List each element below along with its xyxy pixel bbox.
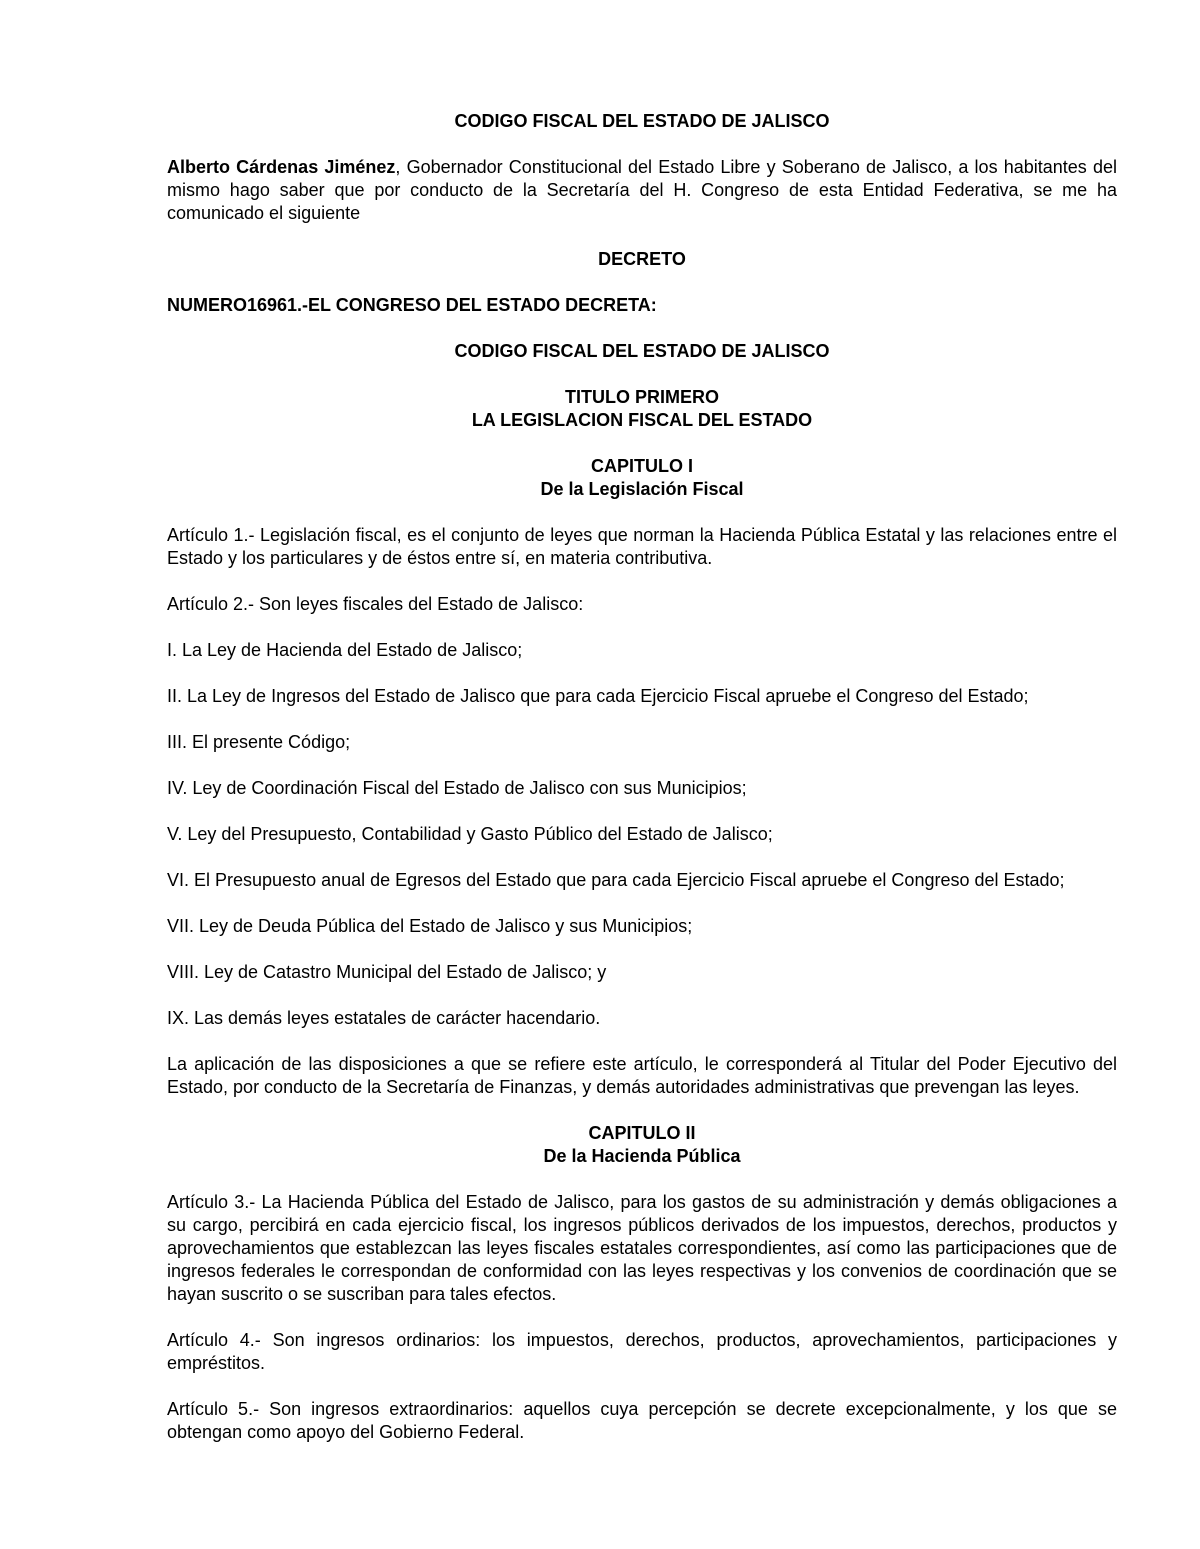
document-title: CODIGO FISCAL DEL ESTADO DE JALISCO [454, 111, 830, 131]
document-body [167, 110, 1117, 1444]
list-item: IX. Las demás leyes estatales de carácter hacendario. [167, 1008, 601, 1028]
titulo-heading: TITULO PRIMERO [565, 387, 719, 407]
list-item: V. Ley del Presupuesto, Contabilidad y Gasto Público del Estado de Jalisco; [167, 824, 773, 844]
capitulo2-subheading: De la Hacienda Pública [543, 1146, 741, 1166]
articulo-2: Artículo 2.- Son leyes fiscales del Estado de Jalisco: [167, 594, 584, 614]
intro-text: , Gobernador Constitucional del Estado Libre y Soberano de Jalisco, a los habitantes del mismo hago saber que por conducto de la Secretaría del H. Congreso de esta Entidad Federativa, se me ha comunicado el siguiente [167, 157, 1117, 223]
capitulo2-heading: CAPITULO II [588, 1123, 696, 1143]
decreto-number: NUMERO16961.-EL CONGRESO DEL ESTADO DECRETA: [167, 295, 657, 315]
list-item: II. La Ley de Ingresos del Estado de Jalisco que para cada Ejercicio Fiscal apruebe el Congreso del Estado; [167, 686, 1029, 706]
intro-paragraph [167, 156, 1117, 225]
articulo-4: Artículo 4.- Son ingresos ordinarios: los impuestos, derechos, productos, aprovechamientos, participaciones y empréstitos. [167, 1330, 1117, 1373]
capitulo1-heading: CAPITULO I [591, 456, 693, 476]
articulo-1: Artículo 1.- Legislación fiscal, es el conjunto de leyes que norman la Hacienda Pública Estatal y las relaciones entre el Estado y los particulares y de éstos entre sí, en materia contributiva. [167, 525, 1117, 568]
aplicacion-paragraph: La aplicación de las disposiciones a que se refiere este artículo, le corresponderá al Titular del Poder Ejecutivo del Estado, por conducto de la Secretaría de Finanzas, y demás autoridades administrativas que prevengan las leyes. [167, 1054, 1117, 1097]
list-item: IV. Ley de Coordinación Fiscal del Estado de Jalisco con sus Municipios; [167, 778, 747, 798]
capitulo1-subheading: De la Legislación Fiscal [540, 479, 744, 499]
code-title: CODIGO FISCAL DEL ESTADO DE JALISCO [454, 341, 830, 361]
governor-name: Alberto Cárdenas Jiménez [167, 157, 396, 177]
articulo-5: Artículo 5.- Son ingresos extraordinarios: aquellos cuya percepción se decrete excepcionalmente, y los que se obtengan como apoyo del Gobierno Federal. [167, 1399, 1117, 1442]
list-item: I. La Ley de Hacienda del Estado de Jalisco; [167, 640, 523, 660]
articulo-3: Artículo 3.- La Hacienda Pública del Estado de Jalisco, para los gastos de su administración y demás obligaciones a su cargo, percibirá en cada ejercicio fiscal, los ingresos públicos derivados de los impuestos, derechos, productos y aprovechamientos que establezcan las leyes fiscales estatales correspondientes, así como las participaciones que de ingresos federales le correspondan de conformidad con las leyes respectivas y los convenios de coordinación que se hayan suscrito o se suscriban para tales efectos. [167, 1192, 1117, 1304]
titulo-subheading: LA LEGISLACION FISCAL DEL ESTADO [471, 410, 813, 430]
list-item: VIII. Ley de Catastro Municipal del Estado de Jalisco; y [167, 962, 607, 982]
decreto-heading: DECRETO [598, 249, 686, 269]
list-item: VII. Ley de Deuda Pública del Estado de Jalisco y sus Municipios; [167, 916, 693, 936]
list-item: VI. El Presupuesto anual de Egresos del Estado que para cada Ejercicio Fiscal apruebe el Congreso del Estado; [167, 870, 1065, 890]
list-item: III. El presente Código; [167, 732, 351, 752]
